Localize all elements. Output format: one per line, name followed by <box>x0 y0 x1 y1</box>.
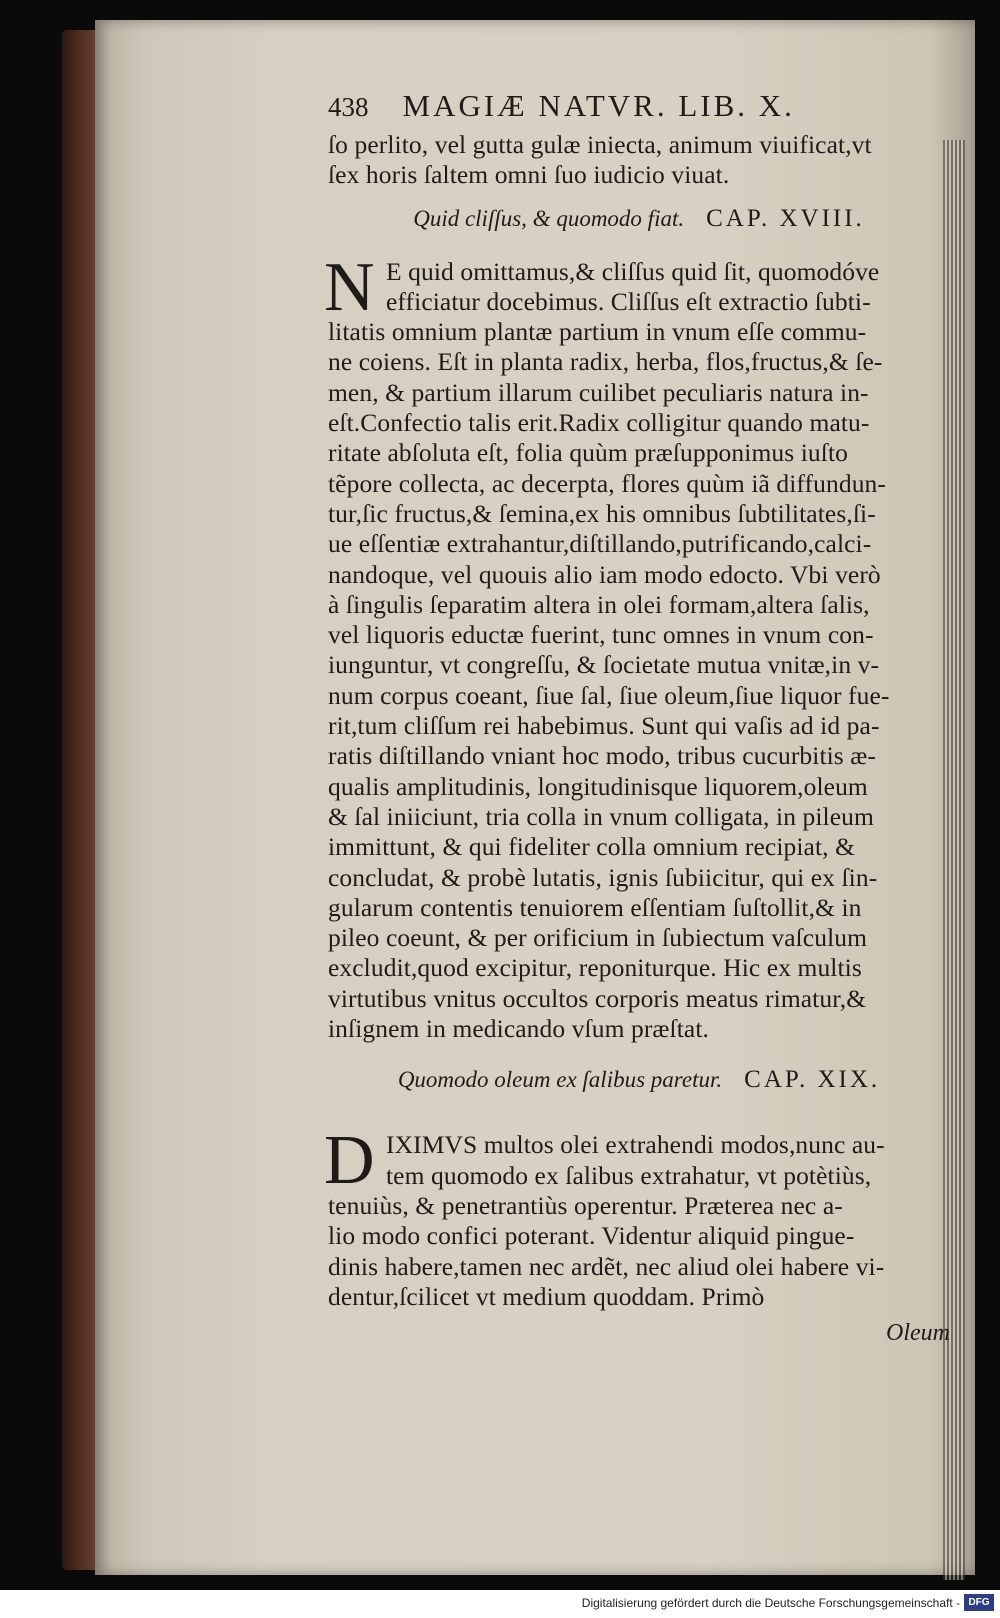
text-line: tur,ſic fructus,& ſemina,ex his omnibus ſubtilitates,ſi- <box>328 498 876 528</box>
text-line: inſignem in medicando vſum præſtat. <box>328 1014 709 1044</box>
chapter-number: CAP. XVIII. <box>706 204 865 232</box>
chapter-heading-19 <box>328 1044 950 1130</box>
text-line: qualis amplitudinis, longitudinisque liquorem,oleum <box>328 771 868 801</box>
text-line: ue eſſentiæ extrahantur,diſtillando,putrificando,calci- <box>328 529 872 559</box>
text-line: ratis diſtillando vniant hoc modo, tribus cucurbitis æ- <box>328 741 877 771</box>
text-line: litatis omnium plantæ partium in vnum eſſe commu- <box>328 317 867 347</box>
text-block <box>324 88 950 1348</box>
text-line: pileo coeunt, & per orificium in ſubiectum vaſculum <box>328 923 868 953</box>
running-header <box>328 88 950 130</box>
text-line: concludat, & probè lutatis, ignis ſubiicitur, qui ex ſin- <box>328 862 878 892</box>
drop-cap: N <box>324 248 375 326</box>
text-line: & ſal iniiciunt, tria colla in vnum colligata, in pileum <box>328 801 874 831</box>
catchword: Oleum <box>886 1320 950 1347</box>
text-line: tẽpore collecta, ac decerpta, flores quùm iã diffundun- <box>328 468 886 498</box>
text-line: lio modo confici poterant. Videntur aliquid pingue- <box>328 1221 855 1251</box>
text-line: iunguntur, vt congreſſu, & ſocietate mutua vnitæ,in v- <box>328 650 880 680</box>
text-line: num corpus coeant, ſiue ſal, ſiue oleum,ſiue liquor fue- <box>328 680 890 710</box>
book-cover-edge <box>62 30 98 1570</box>
text-line: à ſingulis ſeparatim altera in olei formam,altera ſalis, <box>328 589 870 619</box>
chapter-19-paragraph <box>324 1122 950 1312</box>
text-line: virtutibus vnitus occultos corporis meatus rimatur,& <box>328 983 867 1013</box>
text-line: IXIMVS multos olei extrahendi modos,nunc au- <box>386 1130 885 1160</box>
running-title: MAGIÆ NATVR. LIB. X. <box>402 88 795 123</box>
text-line: ſex horis ſaltem omni ſuo iudicio viuat. <box>328 160 730 190</box>
text-line: men, & partium illarum cuilibet peculiaris natura in- <box>328 377 869 407</box>
drop-cap: D <box>324 1122 375 1200</box>
text-line: vel liquoris eductæ fuerint, tunc omnes in vnum con- <box>328 620 874 650</box>
text-line: tem quomodo ex ſalibus extrahatur, vt potètiùs, <box>386 1160 872 1190</box>
text-line: nandoque, vel quouis alio iam modo edocto. Vbi verò <box>328 559 881 589</box>
page-number: 438 <box>328 92 369 122</box>
text-line: gularum contentis tenuiorem eſſentiam ſuſtollit,& in <box>328 892 862 922</box>
text-line: E quid omittamus,& cliſſus quid ſit, quomodóve <box>386 256 880 286</box>
text-line: ne coiens. Eſt in planta radix, herba, flos,fructus,& ſe- <box>328 347 883 377</box>
chapter-18-paragraph <box>324 248 950 1045</box>
text-line: ſo perlito, vel gutta gulæ iniecta, animum viuificat,vt <box>328 130 872 159</box>
text-line: immittunt, & qui fideliter colla omnium recipiat, & <box>328 832 856 862</box>
chapter-title: Quid cliſſus, & quomodo fiat. <box>413 205 685 231</box>
text-line: ritate abſoluta eſt, folia quùm præſupponimus iuſto <box>328 438 848 468</box>
text-line: eſt.Confectio talis erit.Radix colligitur quando matu- <box>328 408 870 438</box>
text-line: efficiatur docebimus. Cliſſus eſt extractio ſubti- <box>386 286 871 316</box>
text-line: tenuiùs, & penetrantiùs operentur. Præterea nec a- <box>328 1190 843 1220</box>
chapter-number: CAP. XIX. <box>744 1066 881 1094</box>
text-line: dinis habere,tamen nec ardẽt, nec aliud olei habere vi- <box>328 1251 885 1281</box>
chapter-title: Quomodo oleum ex ſalibus paretur. <box>397 1067 723 1093</box>
text-line: dentur,ſcilicet vt medium quoddam. Primò <box>328 1281 765 1311</box>
text-line: rit,tum cliſſum rei habebimus. Sunt qui vaſis ad id pa- <box>328 711 880 741</box>
chapter-heading-18 <box>328 191 950 257</box>
footer-credit: Digitalisierung gefördert durch die Deutsche Forschungsgemeinschaft - <box>581 1596 960 1610</box>
text-line: excludit,quod excipitur, reponiturque. Hic ex multis <box>328 953 862 983</box>
dfg-logo-icon: DFG <box>964 1594 994 1611</box>
